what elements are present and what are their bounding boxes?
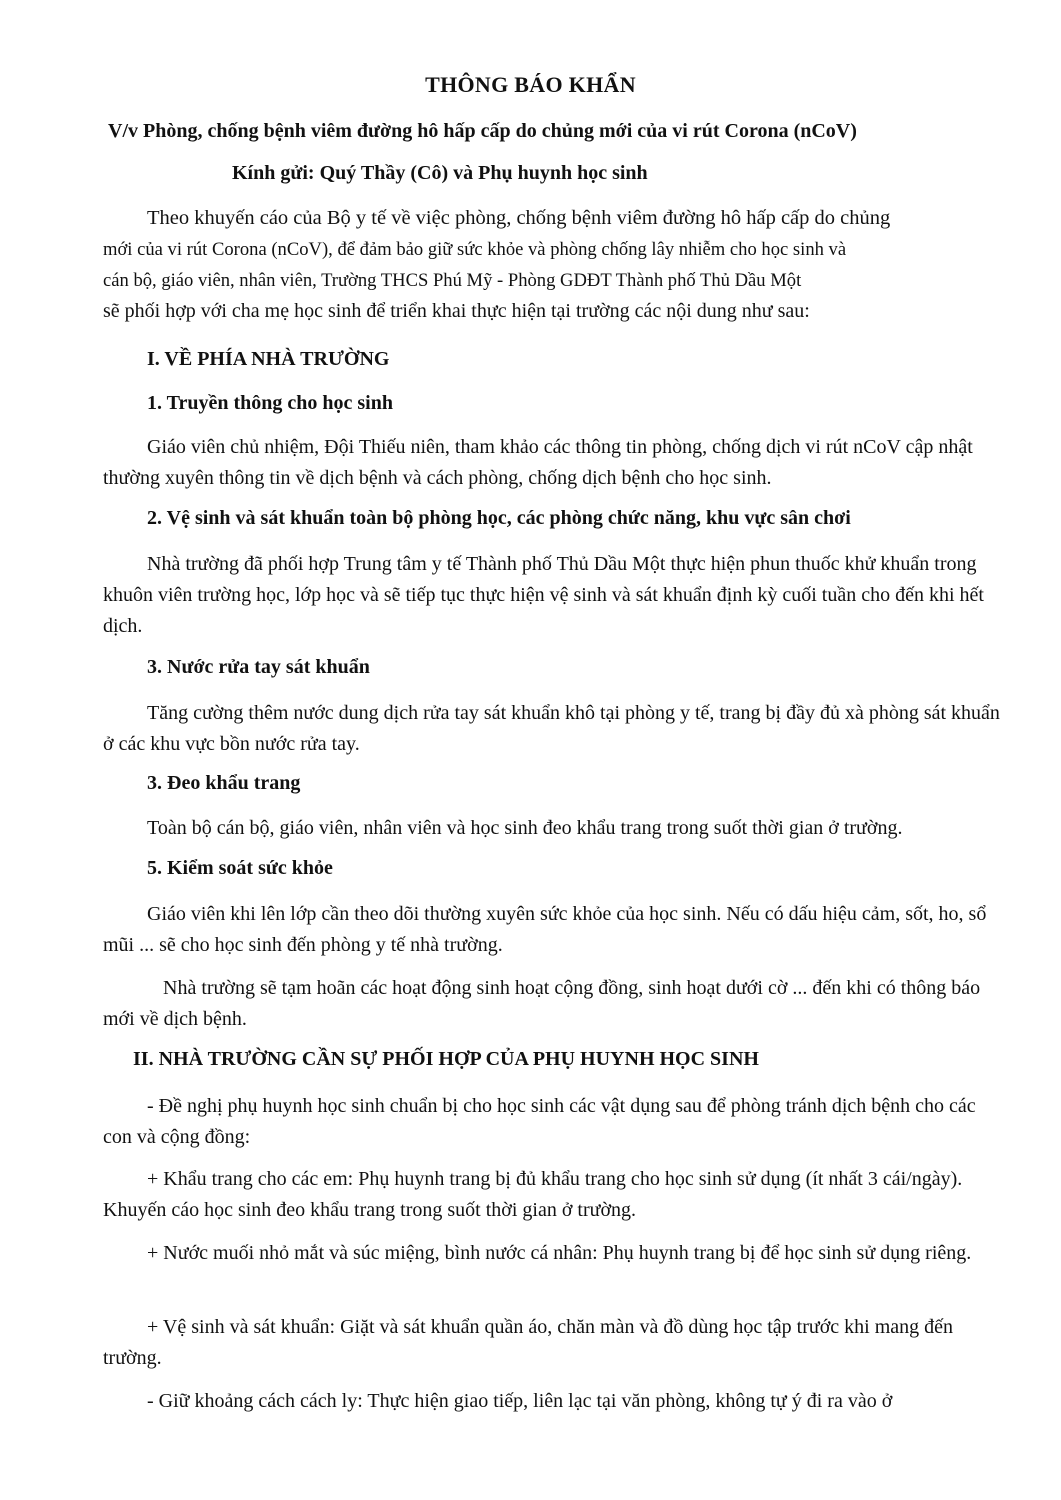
intro-paragraph (103, 203, 1006, 327)
section-2-paragraph-5: - Giữ khoảng cách cách ly: Thực hiện giao tiếp, liên lạc tại văn phòng, không tự ý đi ra vào ở (147, 1390, 893, 1412)
item-2-body: Nhà trường đã phối hợp Trung tâm y tế Thành phố Thủ Dầu Một thực hiện phun thuốc khử khuẩn trong khuôn viên trường học, lớp học và sẽ tiếp tục thực hiện vệ sinh và sát khuẩn định kỳ cuối tuần cho đến khi hết dịch. (103, 553, 984, 637)
intro-line-1: Theo khuyến cáo của Bộ y tế về việc phòng, chống bệnh viêm đường hô hấp cấp do chủng (147, 207, 891, 229)
addressee-line: Kính gửi: Quý Thầy (Cô) và Phụ huynh học sinh (232, 162, 648, 184)
section-2-paragraph-4: + Vệ sinh và sát khuẩn: Giặt và sát khuẩn quần áo, chăn màn và đồ dùng học tập trước khi mang đến trường. (103, 1316, 954, 1369)
item-4-body: Toàn bộ cán bộ, giáo viên, nhân viên và học sinh đeo khẩu trang trong suốt thời gian ở trường. (147, 817, 903, 839)
item-1-heading: 1. Truyền thông cho học sinh (147, 392, 393, 414)
item-1-body: Giáo viên chủ nhiệm, Đội Thiếu niên, tham khảo các thông tin phòng, chống dịch vi rút nCoV cập nhật thường xuyên thông tin về dịch bệnh và cách phòng, chống dịch bệnh cho học sinh. (103, 436, 973, 489)
item-2-heading: 2. Vệ sinh và sát khuẩn toàn bộ phòng học, các phòng chức năng, khu vực sân chơi (147, 507, 851, 529)
section-2-paragraph-1: - Đề nghị phụ huynh học sinh chuẩn bị cho học sinh các vật dụng sau để phòng tránh dịch bệnh cho các con và cộng đồng: (103, 1095, 976, 1148)
intro-line-3: cán bộ, giáo viên, nhân viên, Trường THCS Phú Mỹ - Phòng GDĐT Thành phố Thủ Dầu Một (103, 270, 802, 291)
intro-line-2: mới của vi rút Corona (nCoV), để đảm bảo giữ sức khỏe và phòng chống lây nhiễm cho học sinh và (103, 239, 847, 260)
document-title: THÔNG BÁO KHẨN (425, 72, 636, 97)
document-subtitle: V/v Phòng, chống bệnh viêm đường hô hấp cấp do chủng mới của vi rút Corona (nCoV) (108, 120, 857, 142)
section-1-heading: I. VỀ PHÍA NHÀ TRƯỜNG (147, 348, 390, 370)
intro-line-4: sẽ phối hợp với cha mẹ học sinh để triển khai thực hiện tại trường các nội dung như sau: (103, 300, 810, 322)
section-2-heading: II. NHÀ TRƯỜNG CẦN SỰ PHỐI HỢP CỦA PHỤ HUYNH HỌC SINH (133, 1048, 759, 1070)
item-5-body: Giáo viên khi lên lớp cần theo dõi thường xuyên sức khỏe của học sinh. Nếu có dấu hiệu cảm, sốt, ho, sổ mũi ... sẽ cho học sinh đến phòng y tế nhà trường. (103, 903, 987, 956)
item-5-note: Nhà trường sẽ tạm hoãn các hoạt động sinh hoạt cộng đồng, sinh hoạt dưới cờ ... đến khi có thông báo mới về dịch bệnh. (103, 977, 981, 1030)
item-3-body: Tăng cường thêm nước dung dịch rửa tay sát khuẩn khô tại phòng y tế, trang bị đầy đủ xà phòng sát khuẩn ở các khu vực bồn nước rửa tay. (103, 702, 1000, 755)
item-3-heading: 3. Nước rửa tay sát khuẩn (147, 656, 370, 678)
item-4-heading: 3. Đeo khẩu trang (147, 772, 301, 794)
section-2-paragraph-3: + Nước muối nhỏ mắt và súc miệng, bình nước cá nhân: Phụ huynh trang bị để học sinh sử dụng riêng. (147, 1242, 972, 1264)
section-2-paragraph-2: + Khẩu trang cho các em: Phụ huynh trang bị đủ khẩu trang cho học sinh sử dụng (ít nhất 3 cái/ngày). Khuyến cáo học sinh đeo khẩu trang trong suốt thời gian ở trường. (103, 1168, 963, 1221)
item-5-heading: 5. Kiểm soát sức khỏe (147, 857, 333, 879)
